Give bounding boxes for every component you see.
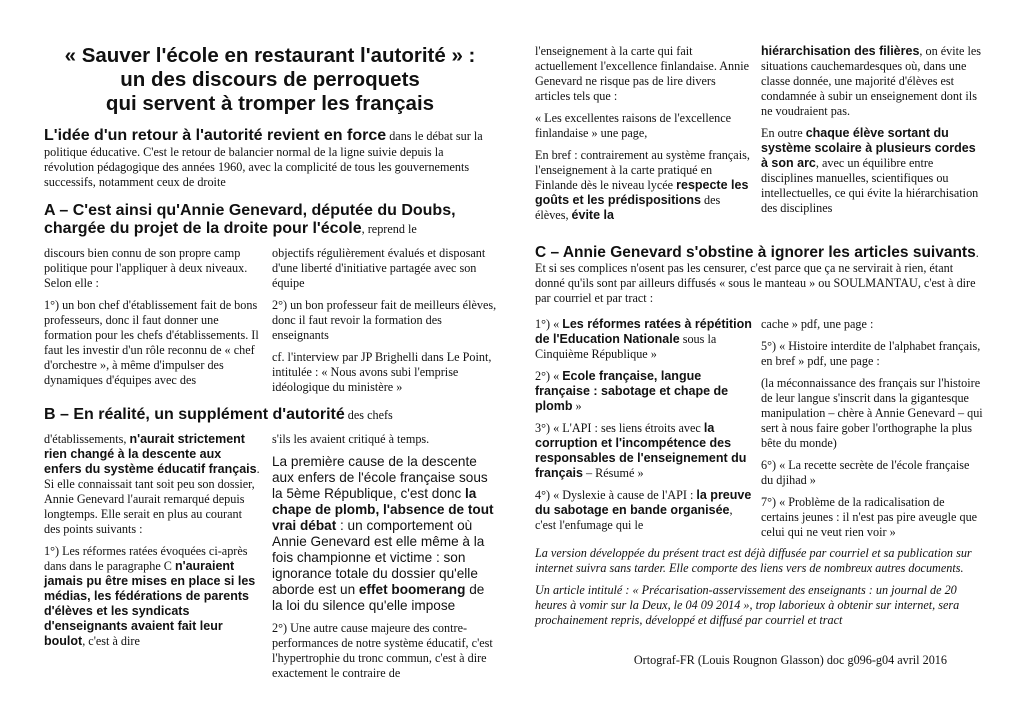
section-a-col2-p2: 2°) un bon professeur fait de meilleurs élèves, donc il faut revoir la formation des enseignants: [272, 298, 497, 342]
section-b-col1-p2: 1°) Les réformes ratées évoquées ci-après dans dans le paragraphe C n'auraient jamais pu être mises en place si les médias, les fédérations de parents d'élèves et les syndicats d'enseignants avaient fait leur boulot, c'est à dire: [44, 544, 256, 648]
section-a-col1-p2: 1°) un bon chef d'établissement fait de bons professeurs, donc il faut donner une formation pour les chefs d'établissements. Il faut les investir d'un rôle reconnu de « chef d'orchestre », à même d'impulser des dynamiques d'équipes avec des: [44, 298, 259, 387]
right-top-col1-p3: En bref : contrairement au système français, l'enseignement à la carte pratiqué en Finlande dès le niveau lycée respecte les goûts et les prédispositions des élèves, évite la: [535, 148, 750, 222]
section-c-heading: [535, 244, 985, 306]
title-line-2: un des discours de perroquets: [120, 68, 420, 91]
section-b-col2-p2: La première cause de la descente aux enfers de l'école française sous la 5ème République, c'est donc la chape de plomb, l'absence de tout vrai débat : un comportement où Annie Genevard est elle même à la fois championne et victime : son ignorance totale du dossier qu'elle aborde est un effet boomerang de la loi du silence qu'elle impose: [272, 454, 494, 613]
section-c-col2-item-1: cache » pdf, une page :: [761, 317, 874, 331]
section-c-item-1: 1°) « Les réformes ratées à répétition de l'Education Nationale sous la Cinquième République »: [535, 317, 752, 361]
section-c-heading-text: C – Annie Genevard s'obstine à ignorer les articles suivants: [535, 244, 976, 261]
title-line-1: « Sauver l'école en restaurant l'autorité » :: [64, 44, 476, 67]
title-line-3: qui servent à tromper les français: [105, 92, 435, 115]
footer-note-2: Un article intitulé : « Précarisation-asservissement des enseignants : un journal de 20 heures à vomir sur la Deux, le 04 09 2014 », trop laborieux à obtenir sur internet, sera prochainement repris, développé et diffusé par courriel et tract: [535, 583, 960, 627]
section-b-col1-p2-bold: n'auraient jamais pu être mises en place si les médias, les fédérations de parents d'élèves et les syndicats d'enseignants avaient fait leur boulot: [44, 559, 256, 648]
footer-note-1: La version développée du présent tract est déjà diffusée par courriel et sa publication sur internet suivra sans tarder. Elle comporte des liens vers de nombreux autres documents.: [535, 546, 972, 575]
section-a-col2-p1: objectifs régulièrement évalués et disposant d'une liberté d'initiative partagée avec son équipe: [272, 246, 486, 290]
section-b-col2-p1: s'ils les avaient critiqué à temps.: [272, 432, 430, 446]
section-a-col2: [272, 246, 498, 395]
section-b-heading-text: B – En réalité, un supplément d'autorité: [44, 406, 345, 423]
section-b-col1-p1-bold: n'aurait strictement rien changé à la descente aux enfers du système éducatif français: [44, 432, 257, 476]
section-a-col1-p1: discours bien connu de son propre camp politique pour l'appliquer à deux niveaux. Selon elle :: [44, 246, 248, 290]
section-b-col2-bold1: la chape de plomb, l'absence de tout vrai débat: [272, 486, 494, 533]
intro-paragraph: [44, 127, 496, 190]
section-a-heading: [44, 202, 504, 238]
right-top-col1: [535, 44, 753, 223]
right-top-col2-bold: hiérarchisation des filières: [761, 44, 920, 58]
document-title: [40, 44, 500, 116]
section-b-col2: [272, 432, 498, 681]
section-c-item-3: 3°) « L'API : ses liens étroits avec la corruption et l'incompétence des responsables de l'enseignement du français – Résumé »: [535, 421, 747, 480]
section-c-col2-item-3: (la méconnaissance des français sur l'histoire de leur langue s'inscrit dans la gigantesque manipulation – chère à Annie Genevard – qui sert à nous faire gober l'orthographe la plus bête du monde): [761, 376, 983, 450]
section-a-heading-line2: chargée du projet de la droite pour l'école: [44, 220, 362, 237]
section-a-col1: [44, 246, 260, 388]
section-b-col1: [44, 432, 260, 649]
right-top-col1-bold2: évite la: [571, 208, 614, 222]
right-top-col2-p2: En outre chaque élève sortant du système scolaire à plusieurs cordes à son arc, avec un équilibre entre disciplines manuelles, scientifiques ou intellectuelles, ce qui évite la hiérarchisation des disciplines: [761, 126, 979, 215]
intro-rest: dans le débat sur la politique éducative. C'est le retour de balancier normal de la ligne suivie depuis la révolution pédagogique des années 1960, avec la complicité de tous les gouvernements successifs, notamment ceux de droite: [44, 129, 483, 189]
section-b-col2-p3: 2°) Une autre cause majeure des contre-performances de notre système éducatif, c'est l'hypertrophie du tronc commun, c'est à dire exactement le contraire de: [272, 621, 493, 680]
intro-lead: L'idée d'un retour à l'autorité revient en force: [44, 127, 387, 144]
section-c-col1: [535, 317, 753, 533]
section-c-col2-item-2: 5°) « Histoire interdite de l'alphabet français, en bref » pdf, une page :: [761, 339, 981, 368]
right-top-col1-p1: l'enseignement à la carte qui fait actuellement l'excellence finlandaise. Annie Genevard ne risque pas de lire divers articles tels que :: [535, 44, 750, 103]
section-c-item-4: 4°) « Dyslexie à cause de l'API : la preuve du sabotage en bande organisée, c'est l'enfumage qui le: [535, 488, 752, 532]
document-signature: Ortograf-FR (Louis Rougnon Glasson) doc g096-g04 avril 2016: [633, 653, 947, 667]
section-a-heading-tail: , reprend le: [361, 222, 417, 236]
section-a-heading-line1: A – C'est ainsi qu'Annie Genevard, députée du Doubs,: [44, 202, 456, 219]
section-c-item-2: 2°) « Ecole française, langue française : sabotage et chape de plomb »: [535, 369, 729, 413]
right-top-col2-bold2: chaque élève sortant du système scolaire à plusieurs cordes à son arc: [761, 126, 976, 170]
section-c-col2-item-5: 7°) « Problème de la radicalisation de certains jeunes : il n'est pas pire aveugle que celui qui ne veut rien voir »: [761, 495, 978, 539]
section-b-col2-bold2: effet boomerang: [358, 582, 466, 597]
footer-notes: [535, 546, 987, 628]
section-b-col1-p1: d'établissements, n'aurait strictement rien changé à la descente aux enfers du système éducatif français. Si elle connaissait tant soit peu son dossier, Annie Genevard l'aurait remarqué depuis longtemps. Elle serait en plus au courant des points suivants :: [44, 432, 260, 536]
section-a-col2-p3: cf. l'interview par JP Brighelli dans Le Point, intitulée : « Nous avons subi l'emprise idéologique du ministère »: [272, 350, 492, 394]
section-c-col2: [761, 317, 983, 540]
right-top-col2-p1: hiérarchisation des filières, on évite les situations cauchemardesques où, dans une classe donnée, une majorité d'élèves est condamnée à subir un enseignement dont ils ne voudraient pas.: [761, 44, 982, 118]
right-top-col2: [761, 44, 983, 216]
right-top-col1-p2: « Les excellentes raisons de l'excellence finlandaise » une page,: [535, 111, 732, 140]
section-c-col2-item-4: 6°) « La recette secrète de l'école française du djihad »: [761, 458, 970, 487]
right-top-col1-bold: respecte les goûts et les prédispositions: [535, 178, 749, 207]
section-b-heading-tail: des chefs: [344, 408, 393, 422]
section-c-heading-tail: . Et si ses complices n'osent pas les censurer, c'est parce que ça ne servirait à rien, étant donné qu'ils sont par ailleurs diffusés « sous le manteau » ou SOULMANTAU, c'est à dire par courriel et par tract :: [535, 246, 979, 305]
section-b-heading: [44, 406, 504, 424]
